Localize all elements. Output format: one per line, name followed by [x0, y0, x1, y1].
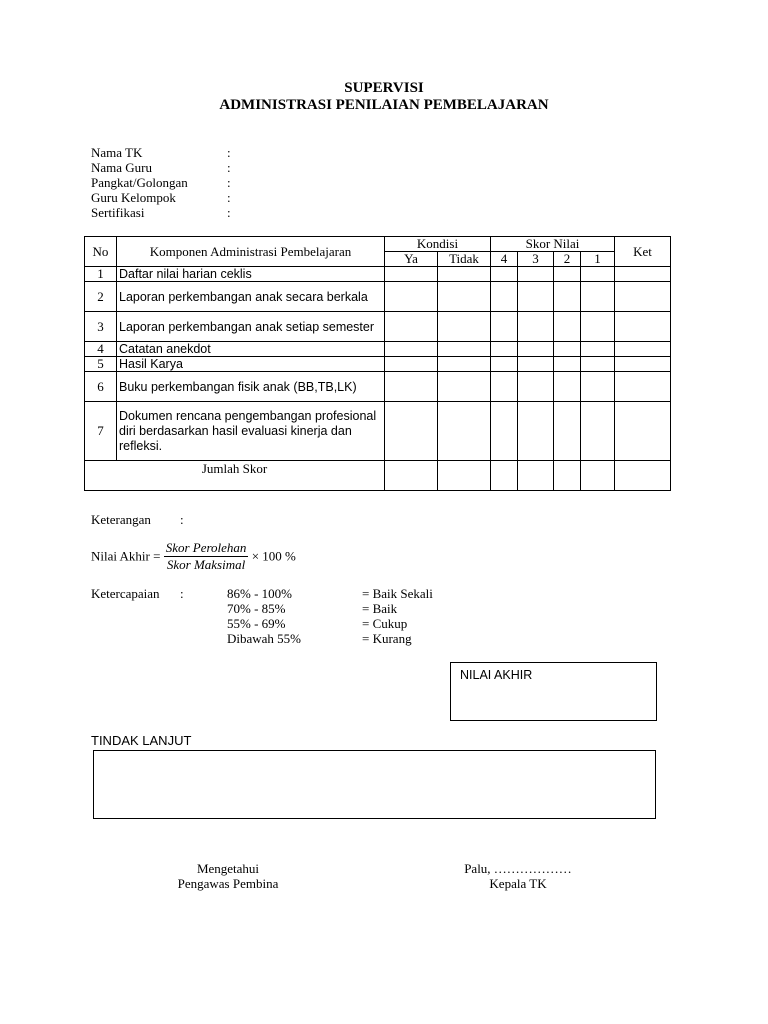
table-row	[85, 372, 671, 402]
info-label-nama-tk: Nama TK	[91, 145, 143, 160]
cell-skor-1[interactable]	[581, 402, 615, 461]
cell-skor-3[interactable]	[518, 312, 554, 342]
total-row	[85, 461, 671, 491]
info-label-sertifikasi: Sertifikasi	[91, 205, 145, 220]
assessment-table	[84, 236, 671, 491]
total-skor-3[interactable]	[518, 461, 554, 491]
header-component: Komponen Administrasi Pembelajaran	[117, 237, 385, 267]
cell-ket[interactable]	[615, 342, 671, 357]
row-component: Catatan anekdot	[117, 342, 385, 357]
cell-skor-1[interactable]	[581, 312, 615, 342]
ketercapaian-label: Ketercapaian	[91, 586, 160, 601]
cell-skor-1[interactable]	[581, 372, 615, 402]
formula-multiplier: × 100 %	[251, 548, 296, 564]
table-row	[85, 267, 671, 282]
range-value: 86% - 100%	[227, 586, 292, 601]
cell-ket[interactable]	[615, 402, 671, 461]
cell-ket[interactable]	[615, 282, 671, 312]
table-row	[85, 357, 671, 372]
info-label-guru-kelompok: Guru Kelompok	[91, 190, 176, 205]
cell-skor-1[interactable]	[581, 267, 615, 282]
cell-ket[interactable]	[615, 372, 671, 402]
table-row	[85, 282, 671, 312]
total-ket[interactable]	[615, 461, 671, 491]
row-component: Buku perkembangan fisik anak (BB,TB,LK)	[117, 372, 385, 402]
cell-tidak[interactable]	[438, 267, 491, 282]
cell-tidak[interactable]	[438, 312, 491, 342]
keterangan-colon: :	[180, 512, 184, 527]
cell-skor-2[interactable]	[554, 312, 581, 342]
cell-tidak[interactable]	[438, 402, 491, 461]
total-tidak[interactable]	[438, 461, 491, 491]
row-component: Laporan perkembangan anak secara berkala	[117, 282, 385, 312]
header-skor-nilai: Skor Nilai	[491, 237, 615, 252]
row-number: 6	[85, 372, 117, 402]
table-row	[85, 312, 671, 342]
row-number: 7	[85, 402, 117, 461]
info-colon: :	[227, 175, 231, 190]
total-label: Jumlah Skor	[85, 461, 385, 491]
cell-ya[interactable]	[385, 282, 438, 312]
formula-denominator: Skor Maksimal	[166, 557, 246, 572]
cell-skor-2[interactable]	[554, 267, 581, 282]
table-row	[85, 342, 671, 357]
cell-ya[interactable]	[385, 372, 438, 402]
cell-skor-1[interactable]	[581, 357, 615, 372]
cell-ket[interactable]	[615, 357, 671, 372]
cell-ya[interactable]	[385, 312, 438, 342]
header-skor-1: 1	[581, 252, 615, 267]
total-skor-4[interactable]	[491, 461, 518, 491]
result-list	[362, 586, 433, 646]
range-value: 70% - 85%	[227, 601, 286, 616]
signature-right-line2: Kepala TK	[489, 876, 547, 891]
cell-skor-4[interactable]	[491, 312, 518, 342]
range-value: 55% - 69%	[227, 616, 286, 631]
row-component: Dokumen rencana pengembangan profesional diri berdasarkan hasil evaluasi kinerja dan refleksi.	[117, 402, 385, 461]
row-number: 4	[85, 342, 117, 357]
info-colon: :	[227, 160, 231, 175]
nilai-akhir-box[interactable]	[450, 662, 657, 721]
row-number: 3	[85, 312, 117, 342]
nilai-akhir-label: NILAI AKHIR	[460, 668, 533, 682]
header-kondisi: Kondisi	[385, 237, 491, 252]
page-subtitle: ADMINISTRASI PENILAIAN PEMBELAJARAN	[219, 97, 549, 113]
range-value: Dibawah 55%	[227, 631, 302, 646]
table-row	[85, 402, 671, 461]
row-number: 2	[85, 282, 117, 312]
cell-skor-2[interactable]	[554, 372, 581, 402]
cell-skor-2[interactable]	[554, 282, 581, 312]
formula-numerator: Skor Perolehan	[165, 540, 247, 555]
cell-ya[interactable]	[385, 402, 438, 461]
cell-skor-3[interactable]	[518, 267, 554, 282]
cell-skor-3[interactable]	[518, 372, 554, 402]
range-result: = Baik	[362, 601, 398, 616]
page-title: SUPERVISI	[344, 80, 424, 96]
range-result: = Baik Sekali	[362, 586, 433, 601]
cell-skor-2[interactable]	[554, 402, 581, 461]
cell-ya[interactable]	[385, 267, 438, 282]
info-label-nama-guru: Nama Guru	[91, 160, 153, 175]
cell-tidak[interactable]	[438, 342, 491, 357]
row-component: Daftar nilai harian ceklis	[117, 267, 385, 282]
ketercapaian-colon: :	[180, 586, 184, 601]
cell-skor-2[interactable]	[554, 357, 581, 372]
cell-tidak[interactable]	[438, 282, 491, 312]
cell-skor-2[interactable]	[554, 342, 581, 357]
cell-skor-3[interactable]	[518, 357, 554, 372]
formula-fraction	[164, 540, 249, 573]
header-no: No	[85, 237, 117, 267]
signature-left	[128, 861, 328, 891]
cell-tidak[interactable]	[438, 372, 491, 402]
tindak-lanjut-box[interactable]	[93, 750, 656, 819]
keterangan-label: Keterangan	[91, 512, 151, 527]
signature-left-line1: Mengetahui	[196, 861, 260, 876]
cell-skor-4[interactable]	[491, 357, 518, 372]
signature-right-line1: Palu, ………………	[464, 861, 572, 876]
row-component: Hasil Karya	[117, 357, 385, 372]
cell-ket[interactable]	[615, 267, 671, 282]
header-skor-3: 3	[518, 252, 554, 267]
row-number: 5	[85, 357, 117, 372]
header-skor-4: 4	[491, 252, 518, 267]
range-list	[227, 586, 301, 646]
cell-skor-1[interactable]	[581, 342, 615, 357]
cell-skor-4[interactable]	[491, 282, 518, 312]
cell-ya[interactable]	[385, 342, 438, 357]
header-ya: Ya	[385, 252, 438, 267]
cell-tidak[interactable]	[438, 357, 491, 372]
total-skor-1[interactable]	[581, 461, 615, 491]
signature-right	[418, 861, 618, 891]
cell-skor-1[interactable]	[581, 282, 615, 312]
cell-skor-4[interactable]	[491, 372, 518, 402]
row-number: 1	[85, 267, 117, 282]
cell-ket[interactable]	[615, 312, 671, 342]
cell-skor-4[interactable]	[491, 342, 518, 357]
info-colon: :	[227, 205, 231, 220]
header-tidak: Tidak	[438, 252, 491, 267]
cell-skor-3[interactable]	[518, 402, 554, 461]
total-ya[interactable]	[385, 461, 438, 491]
range-result: = Kurang	[362, 631, 412, 646]
header-skor-2: 2	[554, 252, 581, 267]
info-colon: :	[227, 145, 231, 160]
row-component: Laporan perkembangan anak setiap semester	[117, 312, 385, 342]
total-skor-2[interactable]	[554, 461, 581, 491]
formula	[91, 540, 296, 573]
info-colon: :	[227, 190, 231, 205]
tindak-lanjut-label: TINDAK LANJUT	[91, 733, 192, 748]
range-result: = Cukup	[362, 616, 408, 631]
cell-skor-3[interactable]	[518, 342, 554, 357]
info-label-pangkat: Pangkat/Golongan	[91, 175, 188, 190]
cell-skor-3[interactable]	[518, 282, 554, 312]
formula-label: Nilai Akhir =	[91, 548, 161, 564]
cell-ya[interactable]	[385, 357, 438, 372]
header-ket: Ket	[615, 237, 671, 267]
cell-skor-4[interactable]	[491, 267, 518, 282]
cell-skor-4[interactable]	[491, 402, 518, 461]
signature-left-line2: Pengawas Pembina	[177, 876, 279, 891]
